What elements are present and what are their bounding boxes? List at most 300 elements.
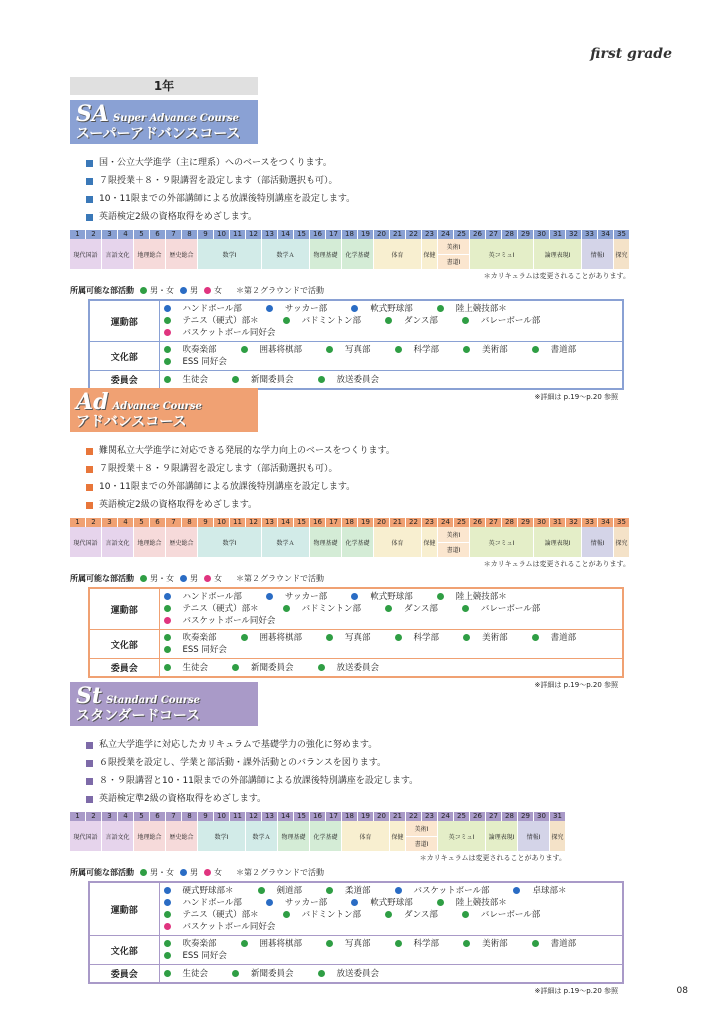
bullet-square-icon [86, 742, 93, 749]
subject-cell [550, 821, 566, 851]
club-item [462, 909, 552, 921]
period-number: 24 [438, 812, 454, 821]
page-number: 08 [676, 986, 688, 996]
course-point [86, 790, 648, 808]
grade-band: 1年 [70, 77, 258, 95]
subject-label: 言語文化 [105, 251, 130, 259]
club-name: サッカー部 [284, 592, 328, 602]
subject-cell [342, 527, 374, 557]
club-dot-icon [318, 970, 325, 977]
course-title-row [76, 389, 258, 415]
period-number: 22 [406, 518, 422, 527]
dot-coed-icon [140, 869, 147, 876]
period-number: 8 [182, 518, 198, 527]
course-point-text: 英語検定2級の資格取得をめざします。 [99, 212, 258, 222]
course-point [86, 496, 648, 514]
club-dot-icon [318, 376, 325, 383]
club-name: ESS 同好会 [182, 645, 227, 655]
period-number: 16 [310, 230, 326, 239]
period-number: 23 [422, 230, 438, 239]
period-number: 34 [598, 230, 614, 239]
club-item [164, 315, 271, 327]
period-number-row [70, 518, 630, 527]
period-number: 13 [262, 812, 278, 821]
period-number: 29 [518, 230, 534, 239]
subject-label: 論理表現Ⅰ [488, 833, 515, 841]
subject-label: 体育 [391, 251, 404, 259]
course-point-text: ６限授業を設定し、学業と部活動・課外活動とのバランスを図ります。 [99, 758, 387, 768]
club-item [164, 950, 239, 962]
subject-label: 保健 [391, 833, 404, 841]
period-number: 11 [230, 812, 246, 821]
course-section-sa [70, 100, 648, 402]
subject-row [70, 239, 630, 269]
course-point [86, 208, 648, 226]
dot-female-icon [204, 287, 211, 294]
subject-cell [166, 821, 198, 851]
club-name: 放送委員会 [336, 662, 380, 673]
clubs-category-label: 文化部 [89, 342, 159, 371]
subject-cell [406, 821, 438, 851]
club-name: 軟式野球部 [370, 898, 413, 908]
dot-female-icon [204, 869, 211, 876]
subject-label-alt: 書道Ⅰ [438, 254, 469, 270]
course-points [86, 154, 648, 226]
course-point-text: 私立大学進学に対応したカリキュラムで基礎学力の強化に努めます。 [99, 740, 378, 750]
period-number: 17 [326, 812, 342, 821]
club-name: 書道部 [550, 939, 577, 949]
club-name: バスケットボール同好会 [182, 328, 276, 338]
detail-note: ※詳細は p.19～p.20 参照 [534, 393, 618, 401]
clubs-category-label: 文化部 [89, 630, 159, 659]
clubs-list-cell [159, 659, 623, 678]
club-item [164, 591, 254, 603]
period-number: 35 [614, 518, 630, 527]
period-number: 29 [518, 518, 534, 527]
period-number: 14 [278, 518, 294, 527]
period-number: 31 [550, 518, 566, 527]
bullet-square-icon [86, 160, 93, 167]
course-english-name: Advance Course [112, 401, 202, 412]
club-dot-icon [326, 634, 333, 641]
club-dot-icon [232, 970, 239, 977]
course-point [86, 172, 648, 190]
clubs-row-sports [89, 882, 623, 936]
club-item [318, 968, 392, 980]
period-number: 20 [374, 518, 390, 527]
course-point [86, 190, 648, 208]
clubs-table [88, 587, 624, 678]
course-point-text: 英語検定準2級の資格取得をめざします。 [99, 794, 267, 804]
club-name: 書道部 [550, 633, 577, 643]
period-number-row [70, 230, 630, 239]
period-number: 17 [326, 518, 342, 527]
course-point [86, 154, 648, 172]
club-dot-icon [532, 346, 539, 353]
period-number: 28 [502, 812, 518, 821]
subject-cell [486, 821, 518, 851]
legend-note: ＊第２グラウンドで活動 [236, 574, 324, 583]
subject-cell [134, 239, 166, 269]
bullet-square-icon [86, 484, 93, 491]
first-grade-label: first grade [590, 46, 672, 62]
subject-label: 言語文化 [105, 833, 130, 841]
subject-label: 英コミュⅠ [488, 251, 515, 259]
clubs-row-culture [89, 936, 623, 965]
course-english-name: Standard Course [106, 695, 201, 706]
course-abbr: St [76, 683, 103, 709]
course-banner [70, 100, 258, 144]
subject-cell [422, 239, 438, 269]
club-name: ダンス部 [404, 604, 438, 614]
club-name: バスケットボール同好会 [182, 922, 276, 932]
club-item [258, 885, 315, 897]
period-number: 30 [534, 230, 550, 239]
subject-cell [198, 239, 262, 269]
course-point-text: 英語検定2級の資格取得をめざします。 [99, 500, 258, 510]
course-japanese-name: スタンダードコース [76, 708, 201, 724]
clubs-row-sports [89, 300, 623, 342]
course-japanese-name: スーパーアドバンスコース [76, 126, 241, 142]
period-number: 14 [278, 230, 294, 239]
subject-cell [310, 527, 342, 557]
club-dot-icon [395, 887, 402, 894]
club-item [395, 632, 452, 644]
course-section-st [70, 682, 648, 996]
subject-label: 探究 [551, 833, 564, 841]
bullet-square-icon [86, 502, 93, 509]
period-number: 30 [534, 518, 550, 527]
clubs-list-cell [159, 936, 623, 965]
legend-label: 男・女 [150, 286, 174, 295]
club-name: テニス（硬式）部＊ [182, 604, 259, 614]
subject-cell [342, 239, 374, 269]
period-number: 32 [566, 230, 582, 239]
club-item [164, 909, 271, 921]
club-item [164, 968, 221, 980]
legend-item-female [204, 573, 222, 584]
club-item [232, 968, 306, 980]
subject-label: 現代国語 [73, 833, 98, 841]
club-item [462, 315, 552, 327]
course-section-ad [70, 388, 648, 690]
detail-note: ※詳細は p.19～p.20 参照 [534, 987, 618, 995]
bullet-square-icon [86, 196, 93, 203]
period-number: 2 [86, 518, 102, 527]
club-item [241, 632, 315, 644]
club-name: 囲碁将棋部 [259, 939, 303, 949]
subject-row [70, 527, 630, 557]
period-number: 5 [134, 812, 150, 821]
clubs-category-label: 運動部 [89, 300, 159, 342]
subject-label: 地理総合 [137, 251, 162, 259]
subject-cell [534, 239, 582, 269]
club-name: 軟式野球部 [370, 304, 413, 314]
club-dot-icon [437, 593, 444, 600]
period-number: 28 [502, 230, 518, 239]
subject-label: 論理表現Ⅰ [544, 539, 571, 547]
period-number: 5 [134, 518, 150, 527]
club-dot-icon [462, 911, 469, 918]
period-number: 32 [566, 518, 582, 527]
clubs-table [88, 881, 624, 984]
subject-cell [246, 821, 278, 851]
club-item [164, 344, 229, 356]
club-item [164, 632, 229, 644]
subject-label: 歴史総合 [169, 833, 194, 841]
course-title-row [76, 101, 258, 127]
club-item [266, 303, 339, 315]
subject-cell [166, 239, 198, 269]
club-item [532, 632, 589, 644]
period-number: 6 [150, 812, 166, 821]
subject-cell [310, 239, 342, 269]
period-number: 1 [70, 518, 86, 527]
period-number: 15 [294, 230, 310, 239]
club-dot-icon [266, 593, 273, 600]
subject-cell [198, 821, 246, 851]
period-number: 18 [342, 812, 358, 821]
subject-label: 化学基礎 [345, 539, 370, 547]
club-item [395, 344, 452, 356]
club-name: 柔道部 [345, 886, 371, 896]
subject-label: 数学Ⅰ [222, 539, 237, 547]
club-dot-icon [164, 952, 171, 959]
clubs-list-cell [159, 300, 623, 342]
club-item [513, 885, 578, 897]
clubs-list-cell [159, 342, 623, 371]
subject-cell [582, 527, 614, 557]
club-name: サッカー部 [284, 304, 328, 314]
period-number: 11 [230, 230, 246, 239]
club-name: 美術部 [482, 633, 508, 643]
legend-label: 男・女 [150, 574, 174, 583]
club-dot-icon [232, 664, 239, 671]
period-number: 6 [150, 518, 166, 527]
subject-label: 数学Ａ [276, 251, 295, 259]
club-item [532, 938, 589, 950]
club-dot-icon [164, 970, 171, 977]
legend-label: 女 [214, 286, 222, 295]
subject-cell [166, 527, 198, 557]
subject-label: 物理基礎 [281, 833, 306, 841]
dot-male-icon [180, 575, 187, 582]
club-name: 硬式野球部＊ [182, 886, 234, 896]
clubs-legend-title: 所属可能な部活動 [70, 286, 134, 295]
club-dot-icon [164, 617, 171, 624]
period-number: 25 [454, 812, 470, 821]
period-number: 5 [134, 230, 150, 239]
club-list [164, 632, 619, 656]
course-banner [70, 388, 258, 432]
club-item [283, 909, 373, 921]
club-name: ESS 同好会 [182, 357, 227, 367]
period-number: 10 [214, 812, 230, 821]
period-number: 27 [486, 230, 502, 239]
period-number: 22 [406, 812, 422, 821]
subject-cell [102, 821, 134, 851]
club-dot-icon [241, 346, 248, 353]
subject-cell [438, 239, 470, 269]
legend-note: ＊第２グラウンドで活動 [236, 868, 324, 877]
legend-label: 男・女 [150, 868, 174, 877]
clubs-category-label: 運動部 [89, 882, 159, 936]
subject-cell [518, 821, 550, 851]
club-dot-icon [437, 305, 444, 312]
club-name: バドミントン部 [301, 604, 362, 614]
club-name: バレーボール部 [480, 604, 541, 614]
club-item [395, 938, 452, 950]
period-number: 17 [326, 230, 342, 239]
club-dot-icon [258, 887, 265, 894]
subject-label: 体育 [359, 833, 372, 841]
club-item [326, 344, 383, 356]
period-number: 26 [470, 812, 486, 821]
club-name: 科学部 [413, 633, 440, 643]
subject-cell [438, 527, 470, 557]
period-number: 10 [214, 230, 230, 239]
legend-item-male [180, 867, 198, 878]
subject-cell [198, 527, 262, 557]
subject-cell [614, 527, 630, 557]
period-number: 31 [550, 812, 566, 821]
legend-item-female [204, 867, 222, 878]
club-dot-icon [266, 899, 273, 906]
club-dot-icon [164, 305, 171, 312]
course-point-text: ７限授業＋８・９限講習を設定します（部活動選択も可）。 [99, 176, 338, 186]
club-name: ダンス部 [404, 316, 438, 326]
club-dot-icon [532, 940, 539, 947]
club-dot-icon [283, 911, 290, 918]
course-point-text: 国・公立大学進学（主に理系）へのベースをつくります。 [99, 158, 332, 168]
subject-cell [102, 527, 134, 557]
bullet-square-icon [86, 448, 93, 455]
legend-label: 男 [190, 868, 198, 877]
clubs-legend [70, 573, 648, 584]
period-number: 23 [422, 518, 438, 527]
club-name: 放送委員会 [336, 374, 380, 385]
club-dot-icon [164, 376, 171, 383]
club-name: バレーボール部 [480, 316, 541, 326]
club-item [463, 632, 520, 644]
period-number: 1 [70, 230, 86, 239]
club-item [462, 603, 552, 615]
curriculum-note: ＊カリキュラムは変更されることがあります。 [483, 560, 630, 568]
club-name: 陸上競技部＊ [455, 304, 507, 314]
subject-label: 数学Ａ [276, 539, 295, 547]
period-number: 9 [198, 812, 214, 821]
subject-label: 探究 [615, 251, 628, 259]
subject-label: 化学基礎 [313, 833, 338, 841]
period-number: 19 [358, 812, 374, 821]
subject-cell [470, 527, 534, 557]
bullet-square-icon [86, 214, 93, 221]
club-item [164, 603, 271, 615]
curriculum-note: ＊カリキュラムは変更されることがあります。 [419, 854, 566, 862]
club-item [164, 921, 288, 933]
club-dot-icon [164, 358, 171, 365]
subject-cell [534, 527, 582, 557]
club-dot-icon [164, 923, 171, 930]
club-item [164, 885, 246, 897]
club-name: 写真部 [345, 633, 371, 643]
club-dot-icon [241, 634, 248, 641]
period-number: 24 [438, 518, 454, 527]
period-number: 7 [166, 230, 182, 239]
period-number: 21 [390, 230, 406, 239]
club-dot-icon [462, 605, 469, 612]
club-item [463, 344, 520, 356]
club-item [463, 938, 520, 950]
club-name: 陸上競技部＊ [455, 898, 507, 908]
bullet-square-icon [86, 178, 93, 185]
subject-label: 言語文化 [105, 539, 130, 547]
course-point [86, 460, 648, 478]
period-number: 16 [310, 518, 326, 527]
club-dot-icon [232, 376, 239, 383]
period-number: 13 [262, 518, 278, 527]
legend-item-male [180, 285, 198, 296]
period-number: 21 [390, 812, 406, 821]
club-name: 書道部 [550, 345, 577, 355]
period-number-row [70, 812, 566, 821]
club-item [164, 897, 254, 909]
club-dot-icon [462, 317, 469, 324]
club-item [232, 662, 306, 674]
period-number: 22 [406, 230, 422, 239]
club-dot-icon [164, 664, 171, 671]
bullet-square-icon [86, 796, 93, 803]
course-point-text: 難関私立大学進学に対応できる発展的な学力向上のベースをつくります。 [99, 446, 395, 456]
club-item [283, 603, 373, 615]
club-dot-icon [326, 887, 333, 894]
clubs-row-committee [89, 371, 623, 390]
club-name: 吹奏楽部 [182, 633, 217, 643]
course-points [86, 442, 648, 514]
clubs-legend-title: 所属可能な部活動 [70, 574, 134, 583]
course-point [86, 736, 648, 754]
period-number: 20 [374, 230, 390, 239]
clubs-category-label: 委員会 [89, 371, 159, 390]
period-number: 25 [454, 518, 470, 527]
club-name: 美術部 [482, 939, 508, 949]
period-number: 7 [166, 518, 182, 527]
period-number: 2 [86, 812, 102, 821]
dot-male-icon [180, 287, 187, 294]
course-point [86, 772, 648, 790]
club-dot-icon [385, 911, 392, 918]
club-dot-icon [395, 940, 402, 947]
club-name: 新聞委員会 [251, 662, 294, 673]
period-number: 4 [118, 812, 134, 821]
club-dot-icon [463, 940, 470, 947]
club-name: 生徒会 [182, 968, 209, 979]
club-name: 剣道部 [276, 886, 303, 896]
course-point-text: ７限授業＋８・９限講習を設定します（部活動選択も可）。 [99, 464, 338, 474]
subject-label: 歴史総合 [169, 251, 194, 259]
club-dot-icon [326, 940, 333, 947]
club-name: バドミントン部 [301, 316, 362, 326]
period-number: 24 [438, 230, 454, 239]
legend-label: 男 [190, 574, 198, 583]
course-point [86, 442, 648, 460]
club-name: サッカー部 [284, 898, 328, 908]
period-number: 14 [278, 812, 294, 821]
club-item [232, 374, 306, 386]
club-item [385, 603, 450, 615]
club-dot-icon [283, 605, 290, 612]
clubs-row-sports [89, 588, 623, 630]
